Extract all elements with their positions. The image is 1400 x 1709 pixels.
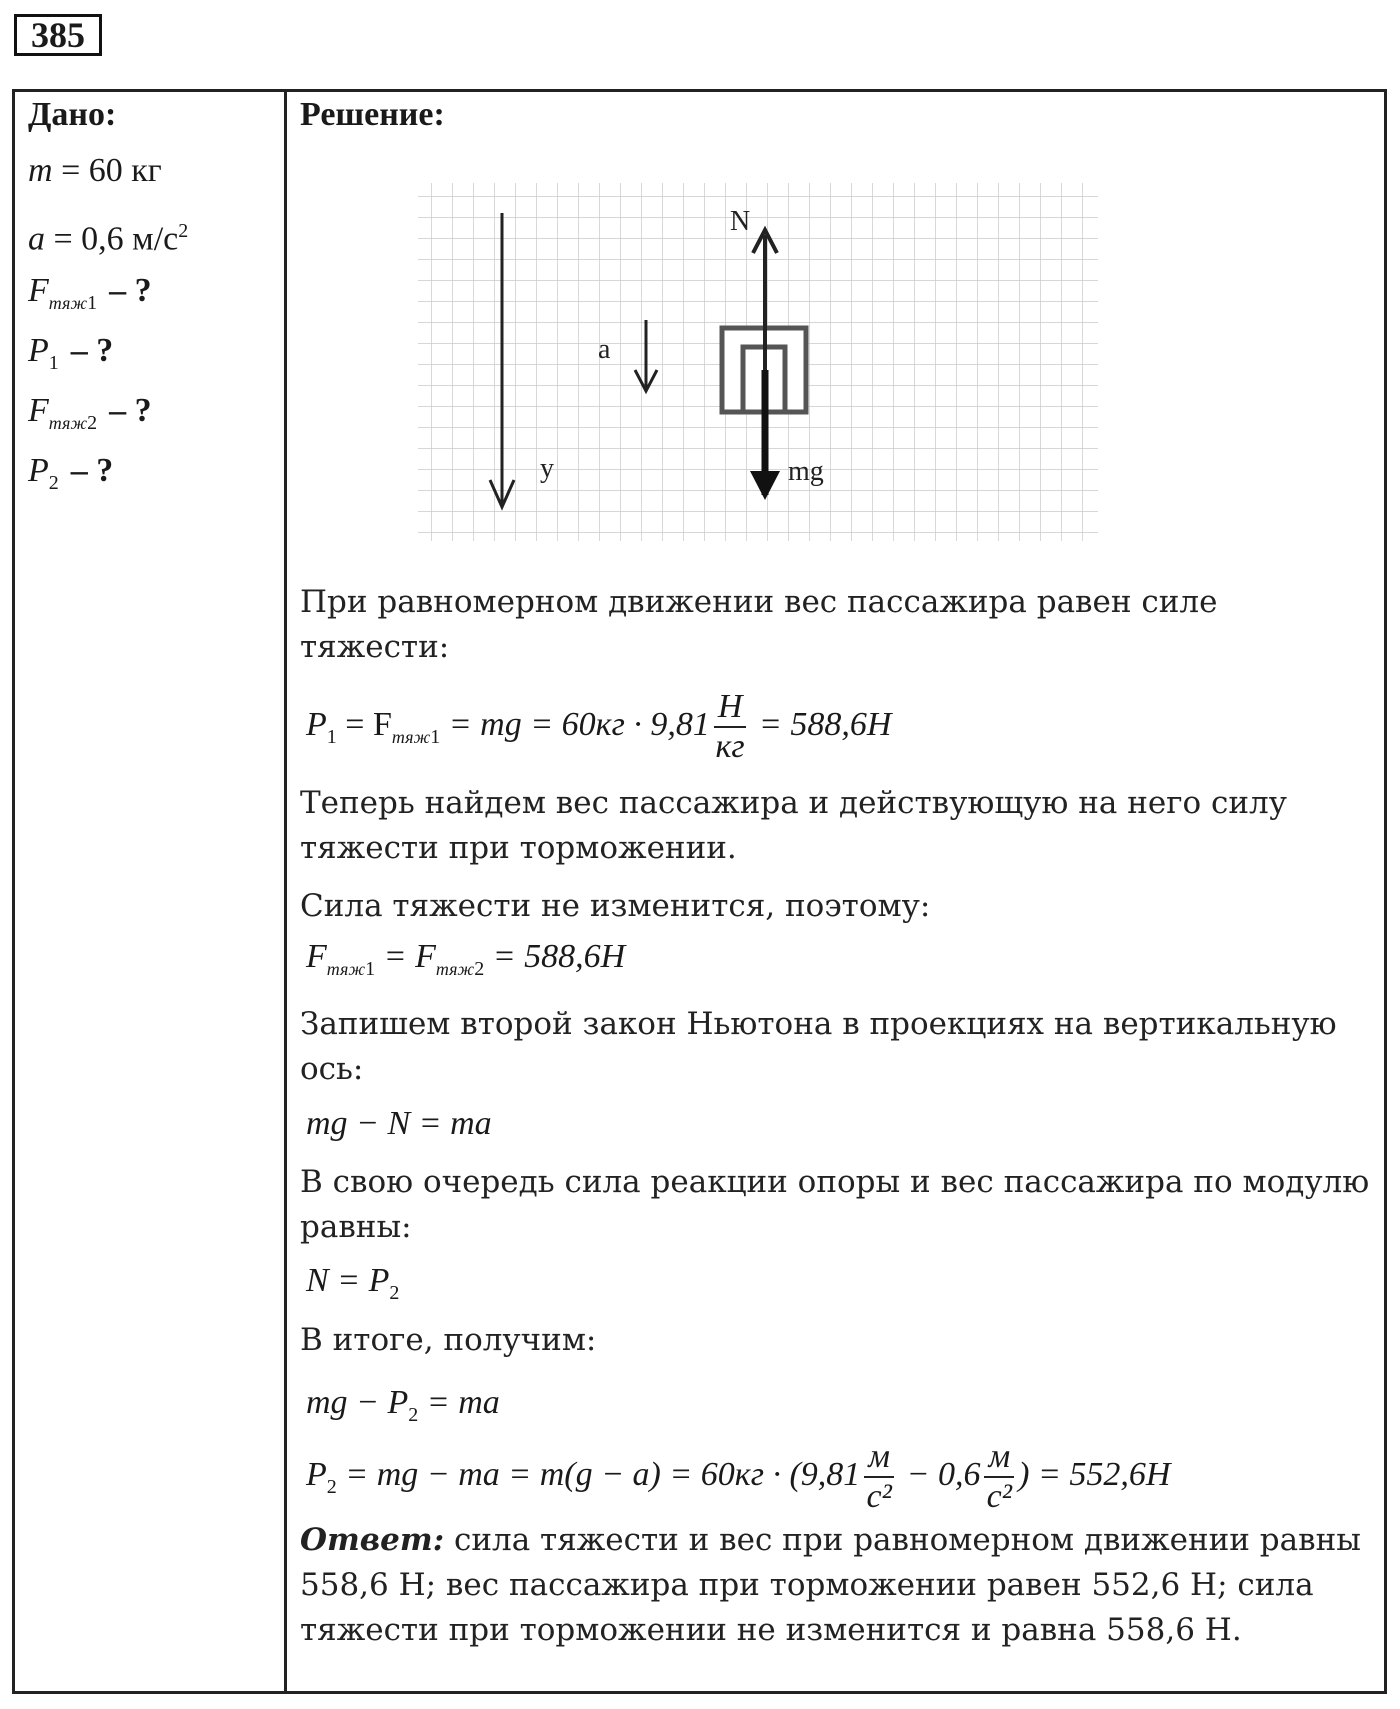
f5-b: = ma	[418, 1384, 500, 1421]
given-acceleration-value: = 0,6 м/с	[53, 220, 179, 258]
f6-b: = mg − ma = m(g − a) = 60кг · (9,81	[336, 1455, 861, 1493]
f4-a: N = P	[306, 1262, 390, 1299]
f2-result: = 588,6Н	[484, 938, 626, 975]
paragraph-braking: Теперь найдем вес пассажира и действующую на него силу тяжести при торможении.	[300, 785, 1287, 866]
f6-fraction-1	[864, 1438, 894, 1516]
given-f1-sub: тяж	[48, 293, 88, 313]
paragraph-uniform-motion: При равномерном движении вес пассажира равен силе тяжести:	[300, 584, 1218, 665]
given-heading: Дано:	[28, 96, 117, 133]
given-acceleration-exp: 2	[178, 220, 189, 242]
f1-left: P	[306, 705, 327, 743]
paragraph-reaction-force: В свою очередь сила реакции опоры и вес пассажира по модулю равны:	[300, 1164, 1370, 1245]
given-mass-value: = 60 кг	[61, 152, 162, 189]
problem-number: 385	[14, 14, 102, 56]
given-f2-question: – ?	[109, 392, 152, 429]
label-mg: mg	[788, 456, 824, 487]
f1-result: = 588,6Н	[750, 705, 892, 743]
given-p1-question: – ?	[70, 332, 114, 369]
given-f2-sub: тяж	[48, 413, 88, 433]
f2-a: F	[306, 938, 327, 975]
f1-mid: = mg = 60кг · 9,81	[440, 705, 710, 743]
f4-sub: 2	[389, 1282, 400, 1304]
given-unknown-f2: $F_{тяж2}$ – ?	[28, 392, 152, 434]
f1-subnum: 1	[430, 725, 441, 748]
paragraph-result: В итоге, получим:	[300, 1322, 597, 1358]
given-p2-num: 2	[48, 472, 59, 494]
f1-fraction	[714, 688, 747, 766]
given-p2-question: – ?	[70, 452, 114, 489]
solution-heading: Решение:	[300, 96, 445, 133]
answer-label: Ответ:	[300, 1522, 445, 1558]
f2-num-b: 2	[474, 958, 485, 980]
given-f1-num: 1	[87, 292, 98, 314]
f6-a: P	[306, 1455, 327, 1493]
formula-newton: mg − N = ma	[306, 1105, 492, 1142]
formula-f-equal	[306, 938, 625, 981]
formula-n-equals-p2	[306, 1262, 399, 1305]
answer-paragraph	[300, 1518, 1375, 1653]
given-f1-question: – ?	[109, 272, 152, 309]
label-y: y	[540, 453, 554, 484]
solution-column	[300, 96, 1370, 134]
given-acceleration: a = 0,6 $м/с^2$	[28, 220, 189, 258]
f2-sub-b: тяж	[435, 959, 475, 979]
paragraph-gravity-unchanged: Сила тяжести не изменится, поэтому:	[300, 888, 931, 924]
f6-num2: м	[984, 1438, 1014, 1478]
formula-p1	[306, 688, 891, 766]
f1-eq1: = F	[336, 705, 392, 743]
formula-p2-final	[306, 1438, 1170, 1516]
f2-num-a: 1	[365, 958, 376, 980]
f2-sub-a: тяж	[326, 959, 366, 979]
f5-sub: 2	[408, 1404, 419, 1426]
f1-subtyazh: тяж	[391, 726, 431, 747]
f1-num: Н	[714, 688, 747, 728]
formula-mg-minus-p2	[306, 1384, 500, 1427]
given-mass: m = 60 кг	[28, 152, 162, 189]
label-a: a	[598, 334, 611, 365]
f6-c: − 0,6	[898, 1455, 981, 1493]
given-column	[28, 96, 278, 506]
f5-a: mg − P	[306, 1384, 409, 1421]
column-divider	[284, 89, 287, 1694]
force-diagram	[410, 175, 1110, 560]
paragraph-newton-law: Запишем второй закон Ньютона в проекциях на вертикальную ось:	[300, 1006, 1337, 1087]
f6-den2: с²	[986, 1478, 1012, 1515]
given-unknown-p2: $P_2$ – ?	[28, 452, 114, 494]
f6-fraction-2	[984, 1438, 1014, 1516]
given-f2-num: 2	[87, 412, 98, 434]
f2-eq: = F	[375, 938, 436, 975]
answer-text: сила тяжести и вес при равномерном движении равны 558,6 Н; вес пассажира при торможении равен 552,6 Н; сила тяжести при торможении не изменится и равна 558,6 Н.	[300, 1522, 1361, 1648]
given-p1-num: 1	[48, 352, 59, 374]
given-unknown-p1: $P_1$ – ?	[28, 332, 114, 374]
f6-d: ) = 552,6Н	[1018, 1455, 1171, 1493]
label-N: N	[730, 206, 751, 237]
f1-den: кг	[715, 728, 745, 765]
f1-sub1: 1	[326, 725, 337, 748]
f6-num1: м	[864, 1438, 894, 1478]
f6-den1: с²	[866, 1478, 892, 1515]
given-unknown-f1: $F_{тяж1}$ – ?	[28, 272, 152, 314]
f6-sub: 2	[326, 1475, 337, 1498]
